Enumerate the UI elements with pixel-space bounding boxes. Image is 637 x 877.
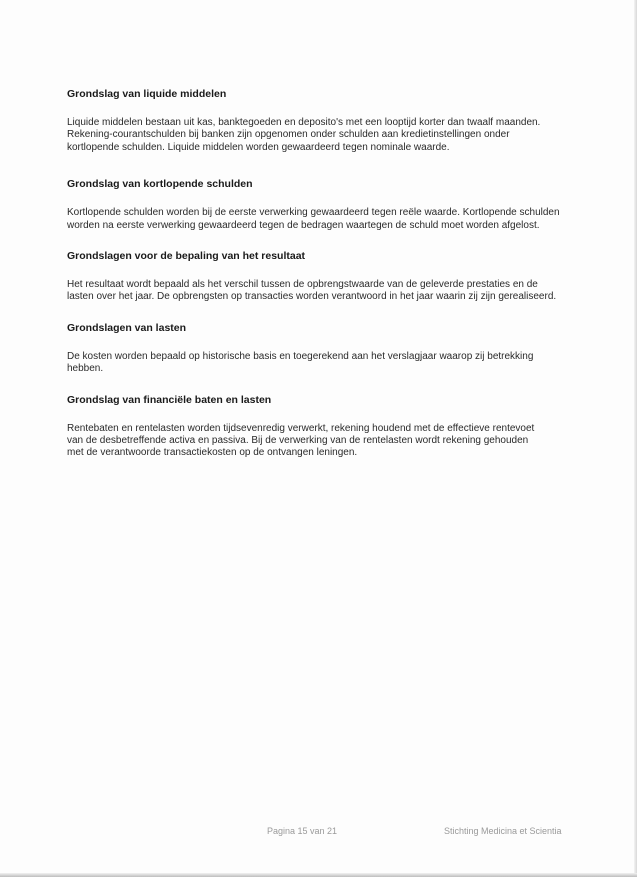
document-body	[67, 88, 567, 460]
section-heading: Grondslag van financiële baten en lasten	[67, 393, 272, 406]
section-paragraph: De kosten worden bepaald op historische basis en toegerekend aan het verslagjaar waarop zij betrekking hebben.	[67, 350, 534, 375]
section-heading: Grondslag van kortlopende schulden	[67, 178, 253, 191]
footer-page-number: Pagina 15 van 21	[267, 826, 338, 836]
section-heading: Grondslag van liquide middelen	[67, 88, 227, 100]
section-lasten	[67, 322, 567, 376]
section-heading: Grondslagen voor de bepaling van het resultaat	[67, 250, 306, 263]
scan-edge-bottom	[0, 873, 637, 877]
section-paragraph: Liquide middelen bestaan uit kas, banktegoeden en deposito's met een looptijd korter dan twaalf maanden. Rekening-courantschulden bij banken zijn opgenomen onder schulden aan kredietinstellingen onder kortlopende schulden. Liquide middelen worden gewaardeerd tegen nominale waarde.	[67, 117, 541, 153]
section-liquide-middelen	[67, 88, 567, 154]
section-paragraph: Rentebaten en rentelasten worden tijdsevenredig verwerkt, rekening houdend met de effectieve rentevoet van de desbetreffende activa en passiva. Bij de verwerking van de rentelasten wordt rekening gehouden met de verantwoorde transactiekosten op de ontvangen leningen.	[67, 422, 535, 459]
section-paragraph: Het resultaat wordt bepaald als het verschil tussen de opbrengstwaarde van de geleverde prestaties en de lasten over het jaar. De opbrengsten op transacties worden verantwoord in het jaar waarin zij zijn gerealiseerd.	[67, 279, 557, 303]
footer-organization: Stichting Medicina et Scientia	[444, 826, 562, 836]
section-heading: Grondslagen van lasten	[67, 321, 187, 334]
section-financiele-baten-lasten	[67, 394, 567, 460]
section-paragraph: Kortlopende schulden worden bij de eerste verwerking gewaardeerd tegen reële waarde. Kortlopende schulden worden na eerste verwerking gewaardeerd tegen de bedragen waartegen de schuld moet worden afgelost.	[67, 207, 560, 231]
section-kortlopende-schulden	[67, 178, 567, 232]
section-bepaling-resultaat	[67, 250, 567, 304]
